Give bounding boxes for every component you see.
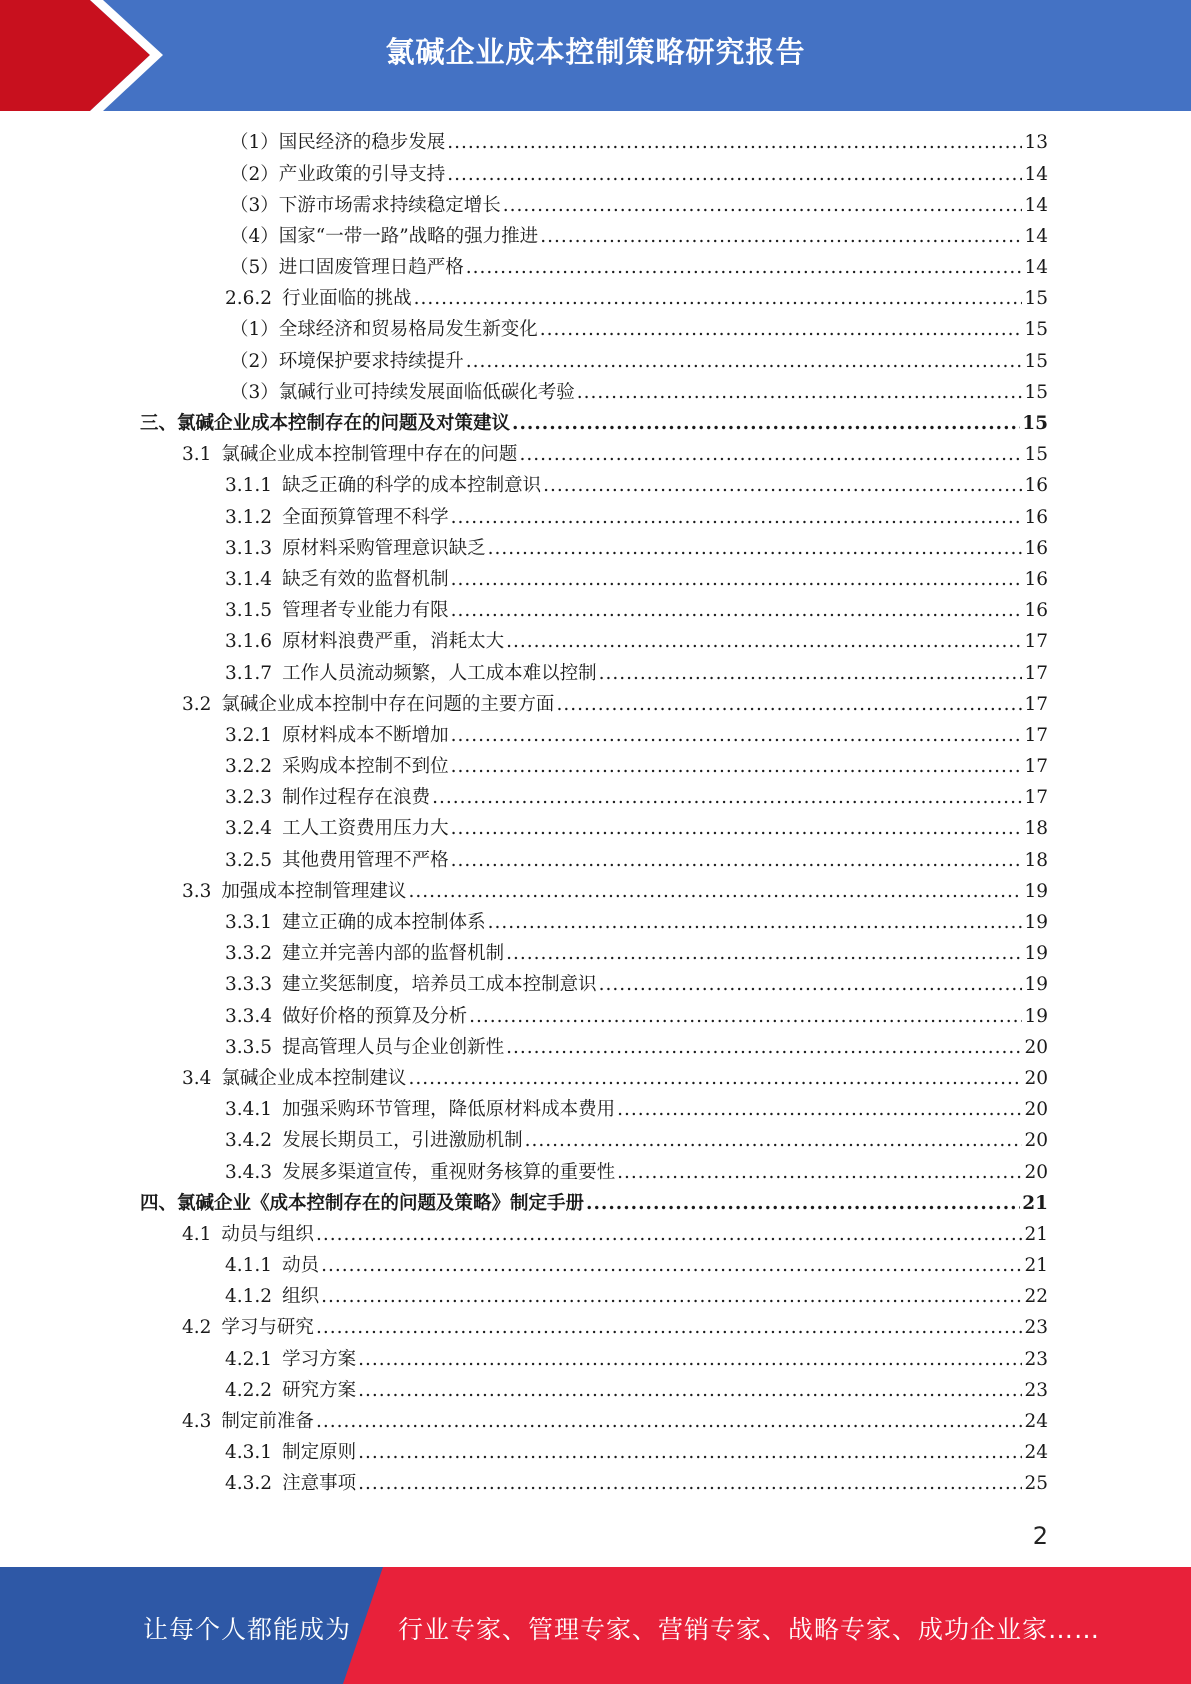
- toc-entry-page: 18: [1024, 849, 1048, 871]
- toc-entry-number: 3.4.2: [225, 1130, 273, 1152]
- document-title: 氯碱企业成本控制策略研究报告: [385, 35, 806, 69]
- toc-dot-leader: [358, 1444, 1022, 1463]
- toc-entry-heading: [225, 506, 449, 528]
- toc-entry-heading: [230, 134, 445, 153]
- toc-entry[interactable]: [140, 159, 1048, 190]
- toc-dot-leader: [577, 384, 1023, 403]
- toc-dot-leader: [451, 727, 1023, 746]
- toc-entry-heading: [182, 1413, 314, 1432]
- toc-entry-number: 3.3.5: [225, 1036, 273, 1058]
- toc-entry-heading: [182, 446, 517, 465]
- toc-dot-leader: [556, 696, 1022, 715]
- toc-entry-page: 15: [1024, 319, 1048, 341]
- toc-entry-heading: [225, 1161, 616, 1183]
- toc-entry-heading: [230, 321, 538, 340]
- toc-entry-title: 动员: [282, 1255, 320, 1277]
- toc-entry-page: 19: [1024, 943, 1048, 965]
- toc-entry-page: 21: [1024, 1223, 1048, 1245]
- toc-entry-page: 19: [1024, 880, 1048, 902]
- toc-dot-leader: [451, 758, 1023, 777]
- toc-entry[interactable]: [140, 471, 1048, 502]
- toc-entry-heading: [225, 1475, 356, 1494]
- toc-entry-title: 发展长期员工，引进激励机制: [282, 1130, 523, 1152]
- toc-entry-page: 15: [1024, 444, 1048, 466]
- toc-dot-leader: [451, 820, 1023, 839]
- toc-entry[interactable]: [140, 877, 1048, 908]
- toc-entry-heading: [225, 820, 449, 839]
- toc-entry-number: 3.4.1: [225, 1099, 273, 1121]
- toc-entry-page: 20: [1024, 1161, 1048, 1183]
- toc-entry-title: 制作过程存在浪费: [282, 787, 431, 809]
- toc-entry-page: 23: [1024, 1379, 1048, 1401]
- toc-entry-page: 21: [1022, 1192, 1048, 1214]
- toc-entry-number: 3.3.4: [225, 1005, 273, 1027]
- toc-entry-page: 15: [1024, 288, 1048, 310]
- toc-entry-page: 19: [1024, 912, 1048, 934]
- toc-dot-leader: [540, 321, 1023, 340]
- toc-entry[interactable]: [140, 1344, 1048, 1375]
- toc-dot-leader: [447, 134, 1022, 153]
- toc-entry-page: 19: [1024, 974, 1048, 996]
- toc-entry-heading: [225, 1101, 615, 1120]
- toc-dot-leader: [599, 665, 1023, 684]
- toc-entry-title: 研究方案: [282, 1379, 357, 1401]
- toc-entry-number: 3.3.2: [225, 943, 273, 965]
- toc-entry[interactable]: [140, 378, 1048, 409]
- toc-entry-heading: [182, 693, 555, 715]
- toc-entry-number: 2.6.2: [225, 288, 273, 310]
- toc-entry[interactable]: [140, 1126, 1048, 1157]
- toc-entry-title: 四、氯碱企业《成本控制存在的问题及策略》制定手册: [140, 1192, 585, 1214]
- toc-entry-heading: [225, 789, 430, 808]
- toc-entry-number: 3.1.3: [225, 537, 273, 559]
- toc-entry-page: 17: [1024, 631, 1048, 653]
- toc-entry[interactable]: [140, 814, 1048, 845]
- toc-entry-heading: [230, 259, 464, 278]
- toc-entry-page: 21: [1024, 1255, 1048, 1277]
- toc-entry-title: （1）国民经济的稳步发展: [230, 132, 446, 154]
- toc-entry-page: 14: [1024, 194, 1048, 216]
- toc-entry-title: 缺乏正确的科学的成本控制意识: [282, 475, 542, 497]
- toc-entry-number: 3.3: [182, 880, 212, 902]
- toc-entry-heading: [225, 1036, 505, 1058]
- toc-entry-title: （2）产业政策的引导支持: [230, 163, 446, 185]
- toc-entry-page: 19: [1024, 1005, 1048, 1027]
- toc-entry-number: 4.2.1: [225, 1348, 273, 1370]
- toc-entry-page: 20: [1024, 1130, 1048, 1152]
- toc-entry-heading: [225, 662, 597, 684]
- toc-entry-heading: [225, 849, 449, 871]
- toc-entry[interactable]: [140, 440, 1048, 471]
- toc-entry-number: 3.4.3: [225, 1161, 273, 1183]
- toc-entry[interactable]: [140, 596, 1048, 627]
- toc-entry-title: 建立奖惩制度，培养员工成本控制意识: [282, 974, 597, 996]
- toc-entry[interactable]: [140, 253, 1048, 284]
- toc-entry-page: 14: [1024, 163, 1048, 185]
- toc-entry-title: 组织: [282, 1286, 320, 1308]
- toc-entry[interactable]: [140, 658, 1048, 689]
- toc-entry-heading: [225, 724, 449, 746]
- toc-entry[interactable]: [140, 721, 1048, 752]
- toc-entry[interactable]: [140, 222, 1048, 253]
- toc-entry-page: 16: [1024, 568, 1048, 590]
- toc-entry-number: 3.3.3: [225, 974, 273, 996]
- toc-dot-leader: [525, 1132, 1023, 1151]
- header-banner: [0, 0, 1191, 111]
- toc-entry[interactable]: [140, 409, 1048, 440]
- toc-entry-title: 注意事项: [282, 1473, 357, 1495]
- toc-dot-leader: [506, 945, 1022, 964]
- toc-entry-title: 建立正确的成本控制体系: [282, 912, 486, 934]
- toc-dot-leader: [488, 540, 1023, 559]
- toc-entry-heading: [230, 225, 539, 247]
- toc-entry-title: （1）全球经济和贸易格局发生新变化: [230, 319, 538, 341]
- toc-entry-number: 3.3.1: [225, 912, 273, 934]
- toc-entry-page: 14: [1024, 225, 1048, 247]
- toc-dot-leader: [316, 1226, 1023, 1245]
- toc-entry-title: 行业面临的挑战: [282, 288, 412, 310]
- toc-entry-page: 24: [1024, 1411, 1048, 1433]
- footer-banner: [0, 1567, 1191, 1684]
- toc-dot-leader: [543, 477, 1022, 496]
- toc-entry-page: 20: [1024, 1036, 1048, 1058]
- toc-entry-number: 4.3.1: [225, 1442, 273, 1464]
- toc-entry[interactable]: [140, 1157, 1048, 1188]
- toc-entry-title: 原材料浪费严重，消耗太大: [282, 631, 505, 653]
- toc-dot-leader: [358, 1351, 1022, 1370]
- toc-dot-leader: [414, 290, 1023, 309]
- toc-entry[interactable]: [140, 845, 1048, 876]
- toc-entry-title: （5）进口固废管理日趋严格: [230, 257, 464, 279]
- toc-entry-number: 3.1.5: [225, 600, 273, 622]
- toc-entry[interactable]: [140, 1001, 1048, 1032]
- toc-entry-title: 加强成本控制管理建议: [221, 880, 407, 902]
- toc-entry-number: 3.2.2: [225, 756, 273, 778]
- toc-entry[interactable]: [140, 1407, 1048, 1438]
- toc-dot-leader: [519, 446, 1022, 465]
- toc-entry-page: 22: [1024, 1286, 1048, 1308]
- toc-entry-number: 3.2.1: [225, 724, 273, 746]
- toc-entry[interactable]: [140, 565, 1048, 596]
- toc-entry-heading: [140, 1192, 585, 1214]
- toc-entry-title: 制定前准备: [221, 1411, 314, 1433]
- toc-entry-title: （3）氯碱行业可持续发展面临低碳化考验: [230, 381, 575, 403]
- toc-entry-number: 3.1.2: [225, 506, 273, 528]
- toc-entry-title: 原材料成本不断增加: [282, 724, 449, 746]
- toc-entry[interactable]: [140, 783, 1048, 814]
- toc-entry[interactable]: [140, 1438, 1048, 1469]
- toc-entry-heading: [225, 290, 412, 309]
- toc-entry-title: 学习方案: [282, 1348, 357, 1370]
- toc-entry-title: 提高管理人员与企业创新性: [282, 1036, 505, 1058]
- toc-entry-heading: [225, 1444, 356, 1463]
- toc-entry-title: （3）下游市场需求持续稳定增长: [230, 194, 501, 216]
- toc-entry-title: 建立并完善内部的监督机制: [282, 943, 505, 965]
- toc-entry[interactable]: [140, 1188, 1048, 1219]
- toc-entry[interactable]: [140, 1220, 1048, 1251]
- toc-dot-leader: [506, 633, 1022, 652]
- toc-dot-leader: [447, 166, 1022, 185]
- toc-entry-number: 4.2.2: [225, 1379, 273, 1401]
- toc-entry-heading: [225, 976, 597, 995]
- toc-dot-leader: [408, 1070, 1022, 1089]
- toc-entry-number: 3.1.4: [225, 568, 273, 590]
- toc-dot-leader: [358, 1475, 1022, 1494]
- toc-entry-number: 3.4: [182, 1067, 212, 1089]
- toc-dot-leader: [321, 1288, 1022, 1307]
- toc-entry-page: 17: [1024, 787, 1048, 809]
- footer-slogan-right: 行业专家、管理专家、营销专家、战略专家、成功企业家……: [398, 1615, 1101, 1644]
- toc-entry-number: 4.1.1: [225, 1255, 273, 1277]
- toc-entry-page: 15: [1024, 350, 1048, 372]
- toc-entry[interactable]: [140, 502, 1048, 533]
- toc-dot-leader: [408, 883, 1022, 902]
- toc-entry[interactable]: [140, 689, 1048, 720]
- toc-entry-heading: [225, 1257, 319, 1276]
- toc-entry-number: 3.1.7: [225, 662, 273, 684]
- toc-dot-leader: [512, 415, 1020, 434]
- toc-entry-number: 4.2: [182, 1317, 212, 1339]
- toc-entry[interactable]: [140, 1313, 1048, 1344]
- toc-dot-leader: [451, 571, 1023, 590]
- toc-entry[interactable]: [140, 1376, 1048, 1407]
- toc-entry-title: 三、氯碱企业成本控制存在的问题及对策建议: [140, 413, 511, 435]
- toc-entry-page: 16: [1024, 475, 1048, 497]
- toc-entry-page: 23: [1024, 1348, 1048, 1370]
- toc-entry-page: 24: [1024, 1442, 1048, 1464]
- toc-entry-title: 工人工资费用压力大: [282, 818, 449, 840]
- toc-entry-title: 氯碱企业成本控制建议: [221, 1067, 407, 1089]
- page-number: 2: [1032, 1522, 1048, 1550]
- toc-dot-leader: [316, 1319, 1023, 1338]
- toc-entry-heading: [230, 163, 446, 185]
- toc-dot-leader: [469, 1008, 1022, 1027]
- toc-entry-page: 17: [1024, 693, 1048, 715]
- toc-entry[interactable]: [140, 315, 1048, 346]
- toc-entry-title: 全面预算管理不科学: [282, 506, 449, 528]
- toc-entry-heading: [225, 537, 486, 559]
- toc-entry-title: 动员与组织: [221, 1223, 314, 1245]
- toc-entry-heading: [230, 194, 501, 216]
- toc-entry-page: 16: [1024, 600, 1048, 622]
- toc-entry-heading: [230, 381, 575, 403]
- toc-entry[interactable]: [140, 346, 1048, 377]
- toc-entry-title: 氯碱企业成本控制管理中存在的问题: [221, 444, 518, 466]
- toc-entry-heading: [225, 1379, 357, 1401]
- toc-entry[interactable]: [140, 1282, 1048, 1313]
- toc-entry[interactable]: [140, 970, 1048, 1001]
- toc-entry-title: 发展多渠道宣传，重视财务核算的重要性: [282, 1161, 616, 1183]
- toc-entry-page: 15: [1022, 413, 1048, 435]
- toc-entry-heading: [182, 1067, 407, 1089]
- toc-entry-number: 3.2: [182, 693, 212, 715]
- toc-entry-heading: [225, 568, 449, 590]
- toc-dot-leader: [599, 976, 1023, 995]
- toc-dot-leader: [316, 1413, 1023, 1432]
- toc-entry-title: 缺乏有效的监督机制: [282, 568, 449, 590]
- toc-entry-heading: [225, 1288, 319, 1307]
- toc-entry-page: 16: [1024, 537, 1048, 559]
- toc-entry-heading: [140, 415, 510, 434]
- toc-entry-title: （2）环境保护要求持续提升: [230, 350, 464, 372]
- toc-entry[interactable]: [140, 752, 1048, 783]
- toc-dot-leader: [466, 259, 1023, 278]
- toc-entry-title: 加强采购环节管理，降低原材料成本费用: [282, 1099, 616, 1121]
- toc-entry-title: 学习与研究: [221, 1317, 314, 1339]
- toc-entry[interactable]: [140, 627, 1048, 658]
- toc-entry-heading: [225, 477, 541, 496]
- toc-entry-number: 3.2.3: [225, 787, 273, 809]
- toc-entry-number: 3.2.5: [225, 849, 273, 871]
- toc-entry[interactable]: [140, 533, 1048, 564]
- toc-entry-number: 4.1: [182, 1223, 212, 1245]
- toc-entry-number: 3.1.1: [225, 475, 273, 497]
- toc-entry-title: 工作人员流动频繁，人工成本难以控制: [282, 662, 597, 684]
- toc-entry[interactable]: [140, 1469, 1048, 1500]
- toc-dot-leader: [466, 353, 1023, 372]
- toc-dot-leader: [617, 1101, 1022, 1120]
- toc-entry-page: 17: [1024, 724, 1048, 746]
- toc-dot-leader: [503, 197, 1023, 216]
- toc-entry-page: 13: [1024, 132, 1048, 154]
- toc-entry-page: 20: [1024, 1067, 1048, 1089]
- toc-entry-page: 17: [1024, 662, 1048, 684]
- table-of-contents: [140, 128, 1048, 1500]
- toc-dot-leader: [358, 1382, 1022, 1401]
- toc-entry-heading: [182, 1223, 314, 1245]
- toc-entry-title: 做好价格的预算及分析: [282, 1005, 468, 1027]
- toc-entry[interactable]: [140, 1251, 1048, 1282]
- toc-dot-leader: [451, 602, 1023, 621]
- toc-entry[interactable]: [140, 1032, 1048, 1063]
- toc-dot-leader: [506, 1039, 1022, 1058]
- toc-entry-number: 4.3: [182, 1411, 212, 1433]
- toc-entry-page: 23: [1024, 1317, 1048, 1339]
- toc-entry-heading: [182, 1319, 314, 1338]
- toc-entry[interactable]: [140, 284, 1048, 315]
- toc-entry-title: 原材料采购管理意识缺乏: [282, 537, 486, 559]
- toc-entry-heading: [225, 633, 504, 652]
- toc-entry-page: 18: [1024, 818, 1048, 840]
- toc-entry-page: 20: [1024, 1099, 1048, 1121]
- toc-entry-heading: [182, 880, 407, 902]
- toc-dot-leader: [321, 1257, 1022, 1276]
- toc-entry[interactable]: [140, 1095, 1048, 1126]
- toc-dot-leader: [432, 789, 1022, 808]
- toc-dot-leader: [586, 1195, 1020, 1214]
- toc-entry-number: 4.1.2: [225, 1286, 273, 1308]
- toc-entry-heading: [225, 758, 449, 777]
- toc-entry[interactable]: [140, 190, 1048, 221]
- toc-entry-number: 3.1: [182, 444, 212, 466]
- toc-entry-page: 25: [1024, 1473, 1048, 1495]
- toc-entry-title: 制定原则: [282, 1442, 357, 1464]
- toc-entry-title: 管理者专业能力有限: [282, 600, 449, 622]
- toc-entry-number: 4.3.2: [225, 1473, 273, 1495]
- toc-entry-title: 采购成本控制不到位: [282, 756, 449, 778]
- footer-slogan-left: 让每个人都能成为: [143, 1615, 352, 1644]
- toc-entry-heading: [225, 1348, 357, 1370]
- toc-entry[interactable]: [140, 939, 1048, 970]
- toc-entry-heading: [225, 602, 449, 621]
- toc-entry-page: 15: [1024, 381, 1048, 403]
- toc-entry-page: 14: [1024, 257, 1048, 279]
- toc-dot-leader: [617, 1164, 1022, 1183]
- toc-dot-leader: [488, 914, 1023, 933]
- toc-dot-leader: [451, 852, 1023, 871]
- toc-entry-title: （4）国家“一带一路”战略的强力推进: [230, 225, 539, 247]
- toc-entry-title: 其他费用管理不严格: [282, 849, 449, 871]
- toc-entry-heading: [225, 1005, 468, 1027]
- toc-dot-leader: [540, 228, 1022, 247]
- toc-entry[interactable]: [140, 1064, 1048, 1095]
- toc-entry-page: 16: [1024, 506, 1048, 528]
- toc-entry-number: 3.2.4: [225, 818, 273, 840]
- toc-dot-leader: [451, 509, 1023, 528]
- toc-entry-number: 3.1.6: [225, 631, 273, 653]
- toc-entry-heading: [230, 350, 464, 372]
- toc-entry-heading: [225, 914, 486, 933]
- toc-entry-heading: [225, 945, 504, 964]
- toc-entry-page: 17: [1024, 756, 1048, 778]
- toc-entry-title: 氯碱企业成本控制中存在问题的主要方面: [221, 693, 555, 715]
- toc-entry-heading: [225, 1132, 523, 1151]
- toc-entry[interactable]: [140, 908, 1048, 939]
- toc-entry[interactable]: [140, 128, 1048, 159]
